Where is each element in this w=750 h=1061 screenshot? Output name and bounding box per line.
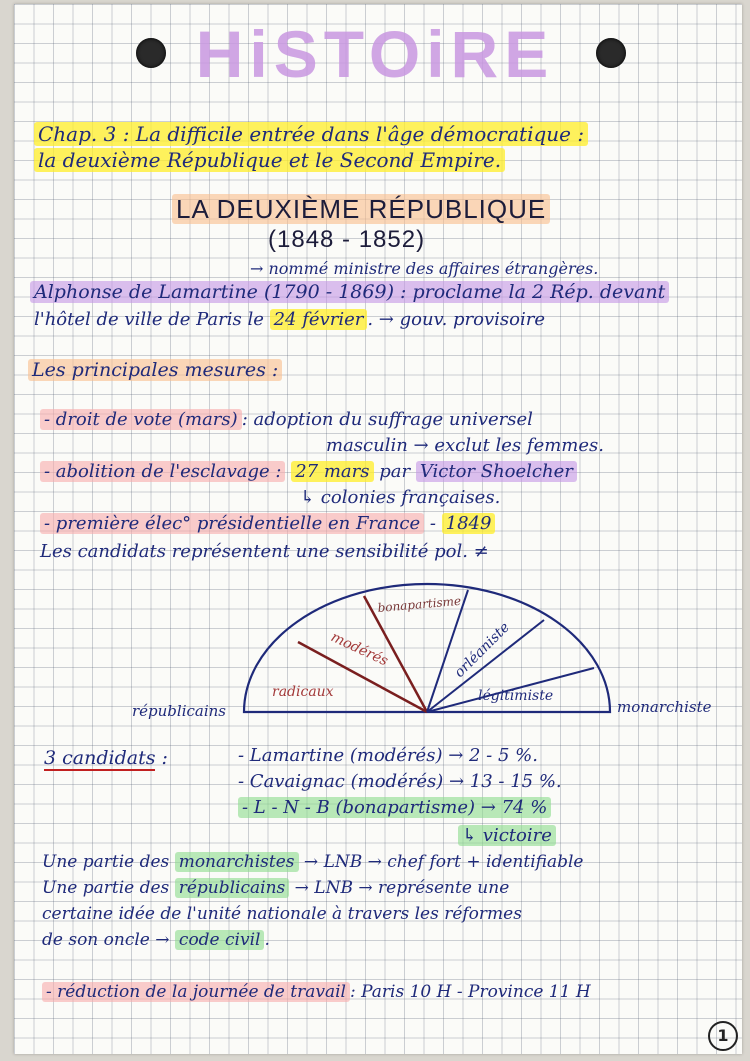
sector-radicaux: radicaux — [272, 684, 334, 700]
election-dash: - — [429, 513, 436, 534]
label-republicains: républicains — [132, 702, 227, 720]
reduction-label: - réduction de la journée de travail — [42, 982, 350, 1002]
lamartine-line-1-text: Alphonse de Lamartine (1790 - 1869) : proclame la 2 Rép. devant — [30, 281, 669, 303]
measure-vote-text: : adoption du suffrage universel — [241, 409, 533, 430]
candidate-lnb-text: - L - N - B (bonapartisme) → 74 % — [238, 797, 551, 818]
chapter-subtitle-text: la deuxième République et le Second Empire. — [34, 148, 505, 172]
candidate-lamartine: - Lamartine (modérés) → 2 - 5 %. — [238, 745, 538, 766]
slavery-person: Victor Shoelcher — [416, 461, 577, 482]
candidate-lnb — [238, 796, 551, 820]
expl-1b: → LNB → chef fort + identifiable — [303, 852, 584, 872]
candidates-heading — [44, 746, 168, 770]
lamartine-note: → nommé ministre des affaires étrangères. — [250, 259, 599, 278]
election-year: 1849 — [442, 513, 496, 534]
sector-bonapartisme: bonapartisme — [377, 593, 462, 615]
measures-heading-text: Les principales mesures : — [28, 359, 282, 381]
page-title: HiSTOiRE — [195, 17, 555, 91]
explanation-line-4 — [42, 928, 270, 952]
sector-orleaniste: orléaniste — [451, 619, 513, 681]
reduction-line — [42, 980, 591, 1004]
candidates-sensibility: Les candidats représentent une sensibilité pol. ≠ — [40, 541, 489, 562]
measure-vote-label: - droit de vote (mars) — [40, 409, 242, 430]
label-monarchiste: monarchiste — [617, 698, 712, 716]
expl-monarchistes: monarchistes — [175, 852, 299, 872]
date-highlight: 24 février — [270, 309, 368, 330]
explanation-line-1 — [42, 850, 584, 874]
slavery-date: 27 mars — [291, 461, 373, 482]
sector-legitimiste: légitimiste — [478, 688, 554, 704]
lamartine-line-2-text: l'hôtel de ville de Paris le — [34, 309, 264, 330]
candidates-colon: : — [161, 747, 168, 769]
section-title-text: LA DEUXIÈME RÉPUBLIQUE — [172, 194, 550, 224]
slavery-par: par — [379, 461, 411, 482]
measure-vote-cont: masculin → exclut les femmes. — [326, 435, 604, 456]
section-dates: (1848 - 1852) — [268, 226, 426, 253]
victory-note — [458, 824, 556, 848]
expl-2b: → LNB → représente une — [294, 878, 510, 898]
expl-4a: de son oncle → — [42, 930, 170, 950]
candidates-heading-text: 3 candidats — [44, 747, 156, 769]
sector-moderes: modérés — [328, 629, 391, 670]
measure-slavery-colonies: ↳ colonies françaises. — [300, 487, 501, 508]
explanation-line-2 — [42, 876, 509, 900]
chapter-title-text: Chap. 3 : La difficile entrée dans l'âge démocratique : — [34, 122, 588, 146]
expl-code-civil: code civil — [175, 930, 265, 950]
measure-election-label: - première élec° présidentielle en France — [40, 513, 424, 534]
explanation-line-3: certaine idée de l'unité nationale à travers les réformes — [42, 904, 522, 924]
page-number: 1 — [708, 1021, 738, 1051]
expl-2a: Une partie des — [42, 878, 170, 898]
lamartine-line-2-end: . → gouv. provisoire — [367, 309, 545, 330]
victory-text: ↳ victoire — [458, 825, 556, 846]
expl-republicains: républicains — [175, 878, 290, 898]
expl-1a: Une partie des — [42, 852, 170, 872]
candidate-cavaignac: - Cavaignac (modérés) → 13 - 15 %. — [238, 771, 562, 792]
measure-slavery-label: - abolition de l'esclavage : — [40, 461, 285, 482]
reduction-text: : Paris 10 H - Province 11 H — [349, 982, 591, 1002]
expl-4b: . — [264, 930, 270, 950]
